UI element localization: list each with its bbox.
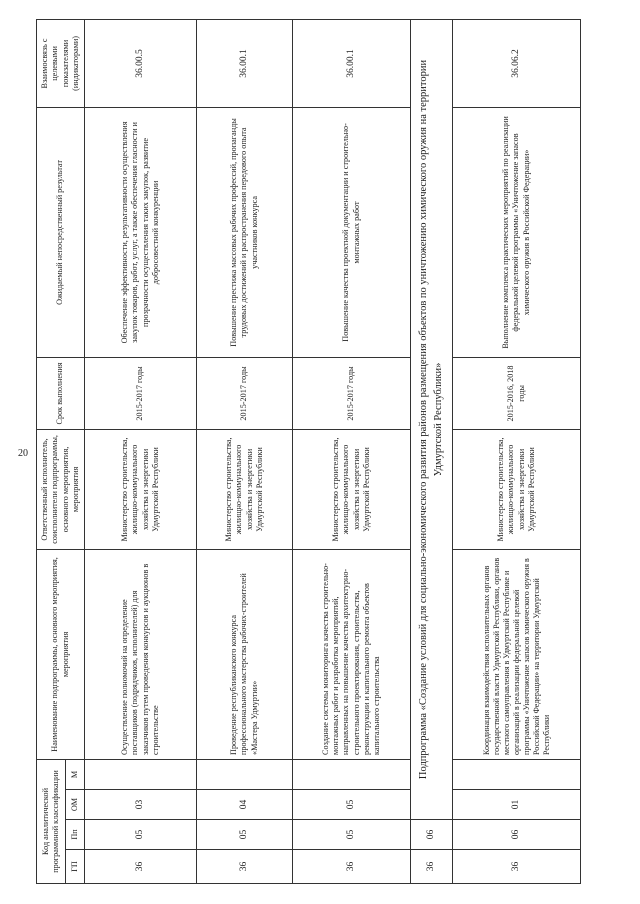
cell-executor: Министерство строительства, жилищно-коммунального хозяйства и энергетики Удмуртской Республики xyxy=(453,429,581,549)
cell-m xyxy=(453,759,581,789)
cell-result: Обеспечение эффективности, результативности осуществления закупок товаров, работ, услуг, а также обеспечения гласности и прозрачности осуществления таких закупок, развитие добросовестной конкуренции xyxy=(85,107,197,357)
cell-executor: Министерство строительства, жилищно-коммунального хозяйства и энергетики Удмуртской Республики xyxy=(197,429,293,549)
cell-om: 04 xyxy=(197,790,293,820)
cell-name: Создание системы мониторинга качества строительно-монтажных работ и разработка мероприятий, направленных на повышение качества архитектурно-строительного проектирования, строительства, реконструкции и капитального ремонта объектов капитального строительства xyxy=(293,549,411,759)
header-row xyxy=(37,19,66,883)
cell-name: Координация взаимодействия исполнительных органов государственной власти Удмуртской Республики, органов местного самоуправления в Удмуртской Республике и организаций в реализации федеральной целевой программы «Уничтожение запасов химического оружия в Российской Федерации» на территории Удмуртской Республики xyxy=(453,549,581,759)
cell-gp: 36 xyxy=(411,850,453,884)
cell-m xyxy=(197,759,293,789)
table-row xyxy=(85,19,197,883)
header-result: Ожидаемый непосредственный результат xyxy=(37,107,85,357)
cell-gp: 36 xyxy=(85,850,197,884)
cell-gp: 36 xyxy=(197,850,293,884)
table-row xyxy=(197,19,293,883)
cell-m xyxy=(85,759,197,789)
header-relation: Взаимосвязь с целевыми показателями (индикаторами) xyxy=(37,19,85,107)
cell-result: Повышение качества проектной документации и строительно-монтажных работ xyxy=(293,107,411,357)
cell-gp: 36 xyxy=(453,850,581,884)
cell-om: 03 xyxy=(85,790,197,820)
cell-indicator: 36.00.1 xyxy=(197,19,293,107)
cell-term: 2015-2017 годы xyxy=(85,357,197,429)
cell-pp: 06 xyxy=(453,820,581,850)
cell-term: 2015-2017 годы xyxy=(197,357,293,429)
cell-pp: 05 xyxy=(85,820,197,850)
header-om: ОМ xyxy=(66,790,85,820)
cell-gp: 36 xyxy=(293,850,411,884)
header-code-group: Код аналитической программной классификации xyxy=(37,759,66,883)
header-executor: Ответственный исполнитель, соисполнители подпрограммы, основного мероприятия, мероприятия xyxy=(37,429,85,549)
cell-name: Осуществление полномочий на определение поставщиков (подрядчиков, исполнителей) для заказчиков путем проведения конкурсов и аукционов в строительстве xyxy=(85,549,197,759)
header-m: М xyxy=(66,759,85,789)
cell-om: 05 xyxy=(293,790,411,820)
cell-pp: 06 xyxy=(411,820,453,850)
cell-pp: 05 xyxy=(293,820,411,850)
cell-result: Повышение престижа массовых рабочих профессий, пропаганды трудовых достижений и распространения передового опыта участников конкурса xyxy=(197,107,293,357)
header-name: Наименование подпрограммы, основного мероприятия, мероприятия xyxy=(37,549,85,759)
table-row xyxy=(453,19,581,883)
cell-executor: Министерство строительства, жилищно-коммунального хозяйства и энергетики Удмуртской Республики xyxy=(293,429,411,549)
cell-name: Проведение республиканского конкурса профессионального мастерства рабочих-строителей «Мастера Удмуртии» xyxy=(197,549,293,759)
header-term: Срок выполнения xyxy=(37,357,85,429)
cell-om: 01 xyxy=(453,790,581,820)
cell-result: Выполнение комплекса практических мероприятий по реализации федеральной целевой программы «Уничтожение запасов химического оружия в Российской Федерации» xyxy=(453,107,581,357)
cell-indicator: 36.06.2 xyxy=(453,19,581,107)
subprogram-row xyxy=(411,19,453,883)
table-row xyxy=(293,19,411,883)
cell-executor: Министерство строительства, жилищно-коммунального хозяйства и энергетики Удмуртской Республики xyxy=(85,429,197,549)
subprogram-title: Подпрограмма «Создание условий для социально-экономического развития районов размещения объектов по уничтожению химического оружия на территории Удмуртской Республики» xyxy=(411,19,453,819)
cell-term: 2015-2017 годы xyxy=(293,357,411,429)
header-pp: Пп xyxy=(66,820,85,850)
header-gp: ГП xyxy=(66,850,85,884)
cell-pp: 05 xyxy=(197,820,293,850)
cell-term: 2015-2016, 2018 годы xyxy=(453,357,581,429)
page-number: 20 xyxy=(18,448,28,459)
program-table xyxy=(36,19,581,884)
cell-indicator: 36.00.1 xyxy=(293,19,411,107)
cell-m xyxy=(293,759,411,789)
cell-indicator: 36.00.5 xyxy=(85,19,197,107)
